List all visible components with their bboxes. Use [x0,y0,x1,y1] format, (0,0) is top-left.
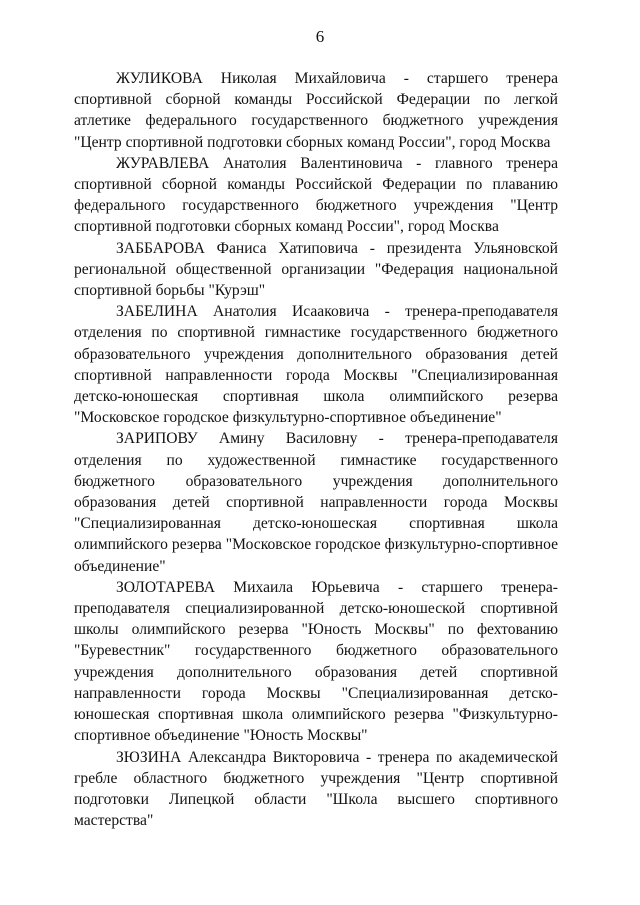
page-number: 6 [315,27,325,46]
award-entry-zabbarov: ЗАББАРОВА Фаниса Хатиповича - президента Ульяновской региональной общественной организации "Федерация национальной спортивной борьбы "Курэш" [74,239,558,300]
award-entry-zabelin: ЗАБЕЛИНА Анатолия Исааковича - тренера-преподавателя отделения по спортивной гимнастике государственного бюджетного образовательного учреждения дополнительного образования детей спортивной направленности города Москвы "Специализированная детско-юношеская спортивная школа олимпийского резерва "Московское городское физкультурно-спортивное объединение" [74,303,558,427]
award-entry-zhuravlev: ЖУРАВЛЕВА Анатолия Валентиновича - главного тренера спортивной сборной команды Российской Федерации по плаванию федерального государственного бюджетного учреждения "Центр спортивной подготовки сборных команд России", город Москва [74,154,558,236]
award-list [74,68,558,831]
award-entry-zhulikov: ЖУЛИКОВА Николая Михайловича - старшего тренера спортивной сборной команды Российской Федерации по легкой атлетике федерального государственного бюджетного учреждения "Центр спортивной подготовки сборных команд России", город Москва [74,70,558,151]
award-entry-zyuzin: ЗЮЗИНА Александра Викторовича - тренера по академической гребле областного бюджетного учреждения "Центр спортивной подготовки Липецкой области "Школа высшего спортивного мастерства" [74,748,558,830]
award-entry-zolotarev: ЗОЛОТАРЕВА Михаила Юрьевича - старшего тренера-преподавателя специализированной детско-юношеской спортивной школы олимпийского резерва "Юность Москвы" по фехтованию "Буревестник" государственного бюджетного образовательного учреждения дополнительного образования детей спортивной направленности города Москвы "Специализированная детско-юношеская спортивная школа олимпийского резерва "Физкультурно-спортивное объединение "Юность Москвы" [74,578,558,745]
award-entry-zaripova: ЗАРИПОВУ Амину Василовну - тренера-преподавателя отделения по художественной гимнастике государственного бюджетного образовательного учреждения дополнительного образования детей спортивной направленности города Москвы "Специализированная детско-юношеская спортивная школа олимпийского резерва "Московское городское физкультурно-спортивное объединение" [74,430,558,575]
